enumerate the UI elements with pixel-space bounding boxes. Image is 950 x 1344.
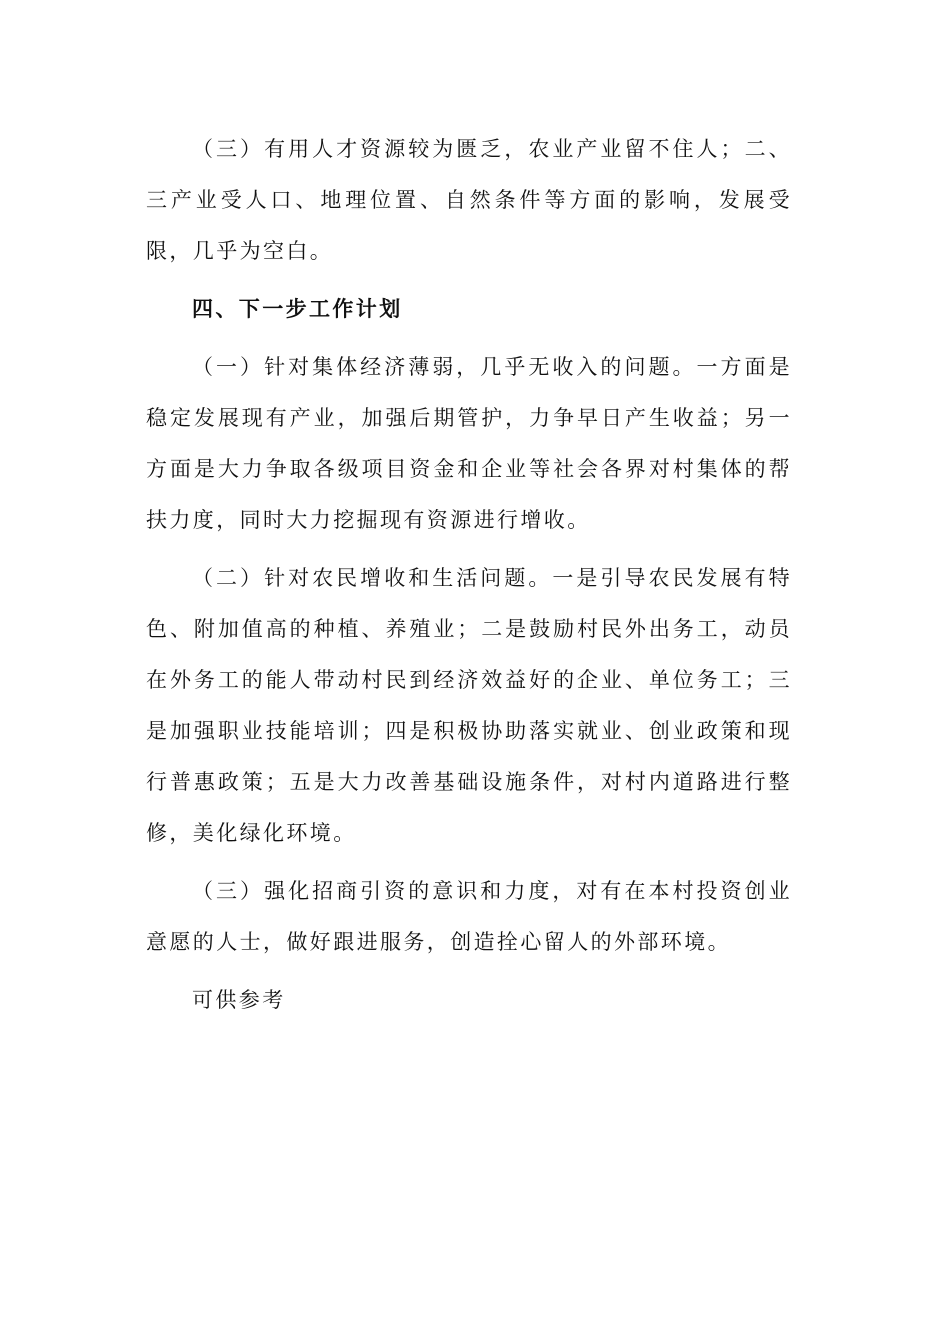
paragraph-investment: （三）强化招商引资的意识和力度，对有在本村投资创业意愿的人士，做好跟进服务，创造拴心留人的外部环境。: [146, 879, 792, 954]
document-body: [146, 124, 792, 1026]
section-heading-next-steps: 四、下一步工作计划: [192, 297, 403, 321]
paragraph-collective-economy: （一）针对集体经济薄弱，几乎无收入的问题。一方面是稳定发展现有产业，加强后期管护，力争早日产生收益；另一方面是大力争取各级项目资金和企业等社会各界对村集体的帮扶力度，同时大力挖掘现有资源进行增收。: [146, 355, 792, 532]
paragraph-talent-shortage: （三）有用人才资源较为匮乏，农业产业留不住人；二、三产业受人口、地理位置、自然条件等方面的影响，发展受限，几乎为空白。: [146, 137, 792, 263]
closing-note: 可供参考: [192, 988, 286, 1012]
paragraph-farmer-income: （二）针对农民增收和生活问题。一是引导农民发展有特色、附加值高的种植、养殖业；二是鼓励村民外出务工，动员在外务工的能人带动村民到经济效益好的企业、单位务工；三是加强职业技能培训；四是积极协助落实就业、创业政策和现行普惠政策；五是大力改善基础设施条件，对村内道路进行整修，美化绿化环境。: [146, 566, 792, 845]
